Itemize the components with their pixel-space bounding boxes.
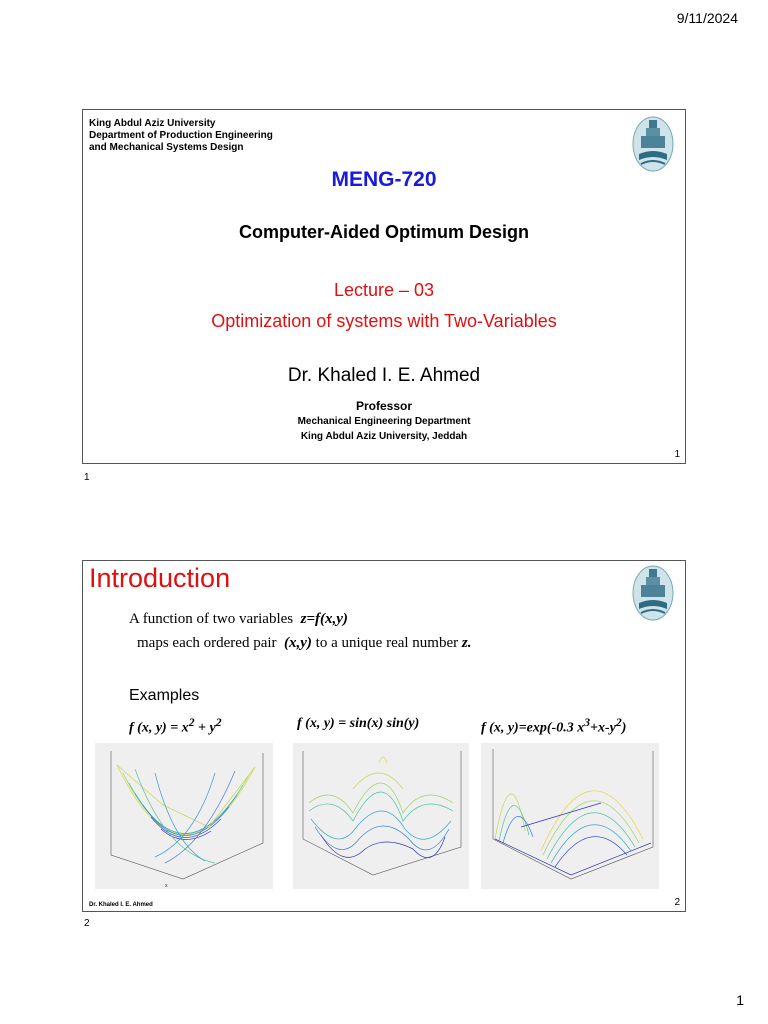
slide-number: 1 bbox=[674, 449, 680, 460]
page-number: 1 bbox=[736, 992, 744, 1008]
formula-exponent: 3 bbox=[584, 716, 591, 729]
definition-line-2 bbox=[137, 635, 471, 652]
slide-caption: 1 bbox=[84, 472, 90, 483]
university-header bbox=[89, 118, 273, 154]
university-line: and Mechanical Systems Design bbox=[89, 142, 244, 153]
slide-2 bbox=[82, 560, 686, 912]
slide-1 bbox=[82, 109, 686, 464]
lecture-topic: Optimization of systems with Two-Variables bbox=[211, 311, 557, 331]
formula-2: f (x, y) = sin(x) sin(y) bbox=[297, 716, 420, 731]
author-department: Mechanical Engineering Department bbox=[297, 416, 471, 427]
sine-product-mesh-plot bbox=[293, 743, 469, 889]
university-line: Department of Production Engineering bbox=[89, 130, 273, 141]
examples-label: Examples bbox=[129, 687, 200, 704]
formula-part: f (x, y)=exp(-0.3 x bbox=[481, 720, 585, 736]
author-role: Professor bbox=[355, 399, 413, 413]
formula-part: f (x, y) = x bbox=[129, 720, 189, 736]
formula-exponent: 2 bbox=[615, 716, 622, 729]
paraboloid-mesh-plot bbox=[95, 743, 273, 889]
definition-line-1 bbox=[129, 611, 348, 628]
slide-caption: 2 bbox=[84, 918, 90, 929]
definition-expression: (x,y) bbox=[284, 635, 312, 651]
slide-footer: Dr. Khaled I. E. Ahmed bbox=[89, 902, 153, 908]
formula-part: + y bbox=[194, 720, 216, 736]
definition-text: A function of two variables bbox=[129, 611, 294, 627]
definition-expression: z=f(x,y) bbox=[300, 611, 348, 627]
course-title: Computer-Aided Optimum Design bbox=[238, 222, 529, 242]
university-logo-icon bbox=[631, 114, 675, 174]
author-institution: King Abdul Aziz University, Jeddah bbox=[300, 431, 468, 442]
lecture-number: Lecture – 03 bbox=[333, 280, 435, 300]
formula-part: ) bbox=[621, 720, 627, 736]
slide-title: Introduction bbox=[89, 563, 231, 593]
formula-1 bbox=[129, 716, 222, 737]
exponential-mesh-plot bbox=[481, 743, 659, 889]
author-name: Dr. Khaled I. E. Ahmed bbox=[287, 365, 481, 386]
formula-3 bbox=[481, 716, 626, 737]
course-code: MENG-720 bbox=[331, 168, 437, 191]
university-line: King Abdul Aziz University bbox=[89, 118, 216, 129]
formula-exponent: 2 bbox=[215, 716, 222, 729]
svg-text:x: x bbox=[165, 883, 168, 889]
formula-exponent: 2 bbox=[188, 716, 195, 729]
slide-number: 2 bbox=[674, 897, 680, 908]
university-logo-icon bbox=[631, 563, 675, 623]
definition-variable: z. bbox=[461, 635, 472, 651]
definition-text: maps each ordered pair bbox=[137, 635, 277, 651]
definition-text: to a unique real number bbox=[315, 635, 459, 651]
print-date: 9/11/2024 bbox=[676, 10, 738, 26]
formula-part: +x-y bbox=[590, 720, 616, 736]
